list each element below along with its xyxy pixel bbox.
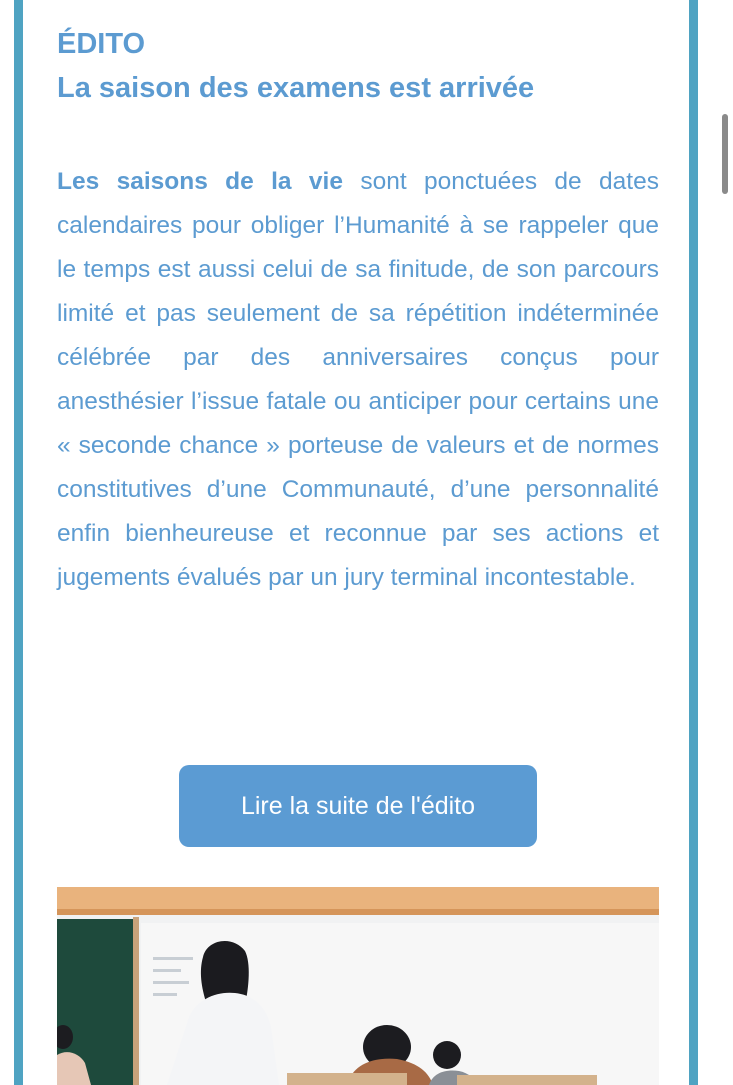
edito-title: La saison des examens est arrivée [57,72,535,104]
frame-right-border [689,0,698,1085]
exam-classroom-photo [57,887,659,1085]
edito-body-rest: sont ponctuées de dates calendaires pour obliger l’Humanité à se rappeler que le temps est aussi celui de sa finitude, de son parcours limité et pas seulement de sa répétition indéterminée célébrée par des anniversaires conçus pour anesthésier l’issue fatale ou anticiper pour certains une « seconde chance » porteuse de valeurs et de normes constitutives d’une Communauté, d’une personnalité enfin bienheureuse et reconnue par ses actions et jugements évalués par un jury terminal incontestable. [57,168,659,591]
scrollbar-thumb[interactable] [722,114,728,194]
edito-kicker: ÉDITO [57,28,146,60]
read-more-button[interactable]: Lire la suite de l'édito [179,765,537,847]
edito-body-lead: Les saisons de la vie [57,168,343,195]
edito-body [57,160,659,600]
edito-section [57,26,659,600]
frame-left-border [14,0,23,1085]
cta-container [179,765,537,847]
